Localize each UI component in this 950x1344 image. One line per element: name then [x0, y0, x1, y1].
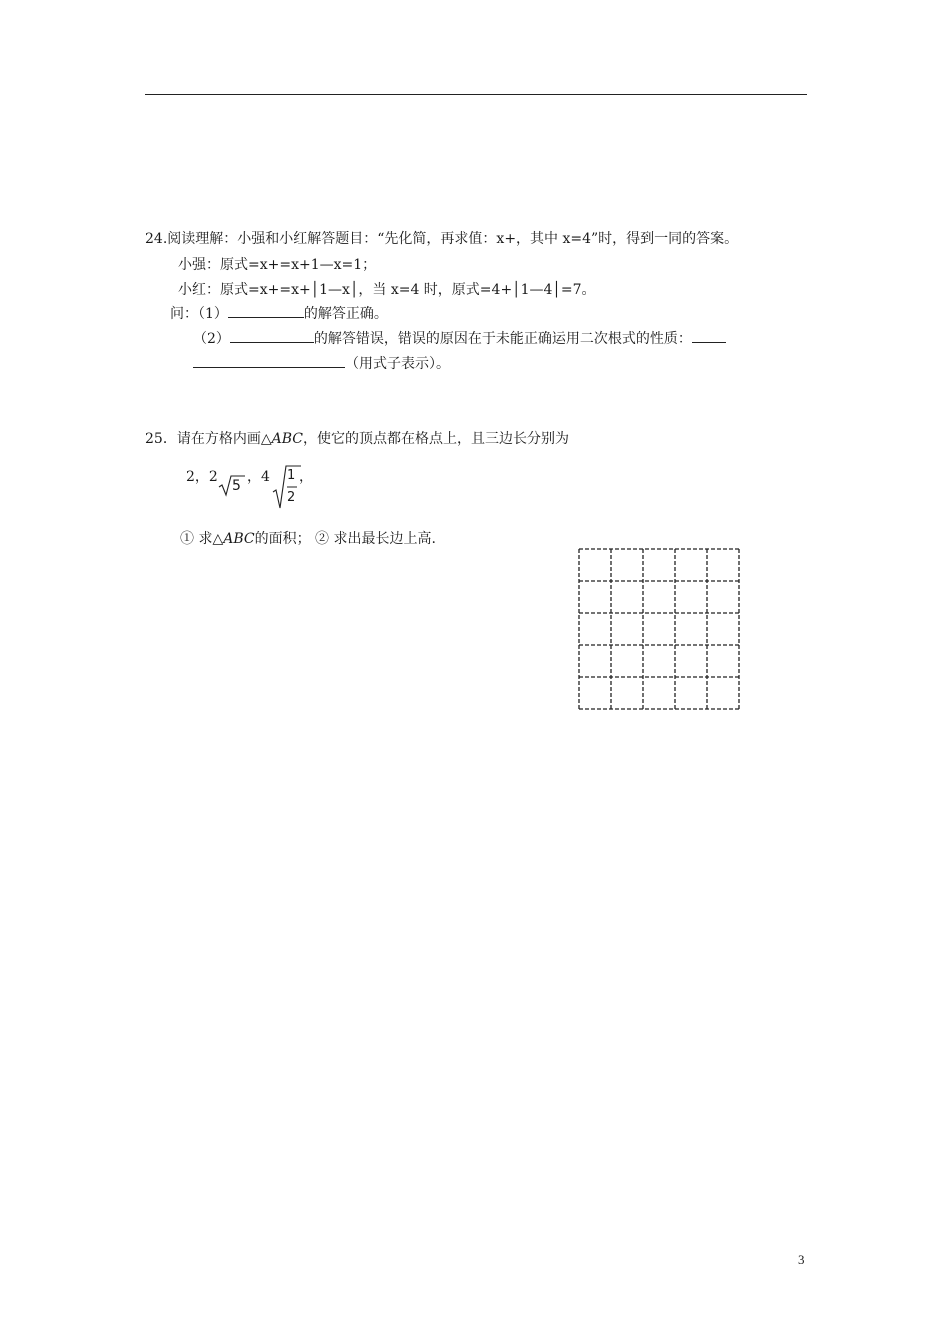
q24-xiaoqiang: 小强：原式=x+=x+1—x=1；	[178, 257, 377, 273]
fraction-numerator: 1	[287, 468, 296, 483]
q24-q2-tail: （用式子表示）。	[345, 356, 450, 372]
q24-q2-prefix: （2）	[193, 331, 230, 347]
q25-sep: ，4	[247, 469, 270, 485]
q25-task1-abc: ABC	[223, 531, 255, 547]
q25-stem	[145, 428, 569, 448]
q24-q2-suffix: 的解答错误，错误的原因在于未能正确运用二次根式的性质：	[313, 331, 692, 347]
q24-q2-blank-name[interactable]	[230, 328, 314, 343]
header-rule	[145, 94, 807, 95]
q24-q1-blank[interactable]	[228, 303, 304, 318]
q25-tasks	[180, 528, 436, 548]
q25-prefix: 25．请在方格内画△	[145, 431, 272, 447]
q24-question1	[170, 303, 388, 323]
fraction-denominator: 2	[287, 490, 296, 505]
q24-question2	[193, 328, 726, 348]
drawing-grid[interactable]	[578, 548, 740, 710]
q24-q2-blank-property-a[interactable]	[692, 328, 726, 343]
q25-abc: ABC	[271, 431, 303, 447]
q24-question2-cont	[193, 353, 450, 373]
sqrt-radicand: 5	[232, 478, 241, 494]
page-number: 3	[798, 1252, 805, 1267]
q24-q1-suffix: 的解答正确。	[303, 306, 388, 322]
q25-task1-prefix: ① 求△	[180, 531, 224, 547]
q24-line1: 24.阅读理解：小强和小红解答题目：“先化简，再求值：x+，其中 x=4”时，得到一同的答案。	[145, 231, 739, 247]
q25-end-comma: ，	[299, 469, 313, 485]
q24-q2-blank-property-b[interactable]	[193, 353, 345, 368]
q25-suffix: ，使它的顶点都在格点上，且三边长分别为	[302, 431, 569, 447]
q24-q1-prefix: 问：（1）	[170, 306, 228, 322]
q25-task1-suffix: 的面积； ② 求出最长边上高.	[254, 531, 436, 547]
q24-xiaohong: 小红：原式=x+=x+│1—x│，当 x=4 时，原式=4+│1—4│=7。	[178, 282, 596, 298]
q25-side1: 2，2	[186, 469, 218, 485]
